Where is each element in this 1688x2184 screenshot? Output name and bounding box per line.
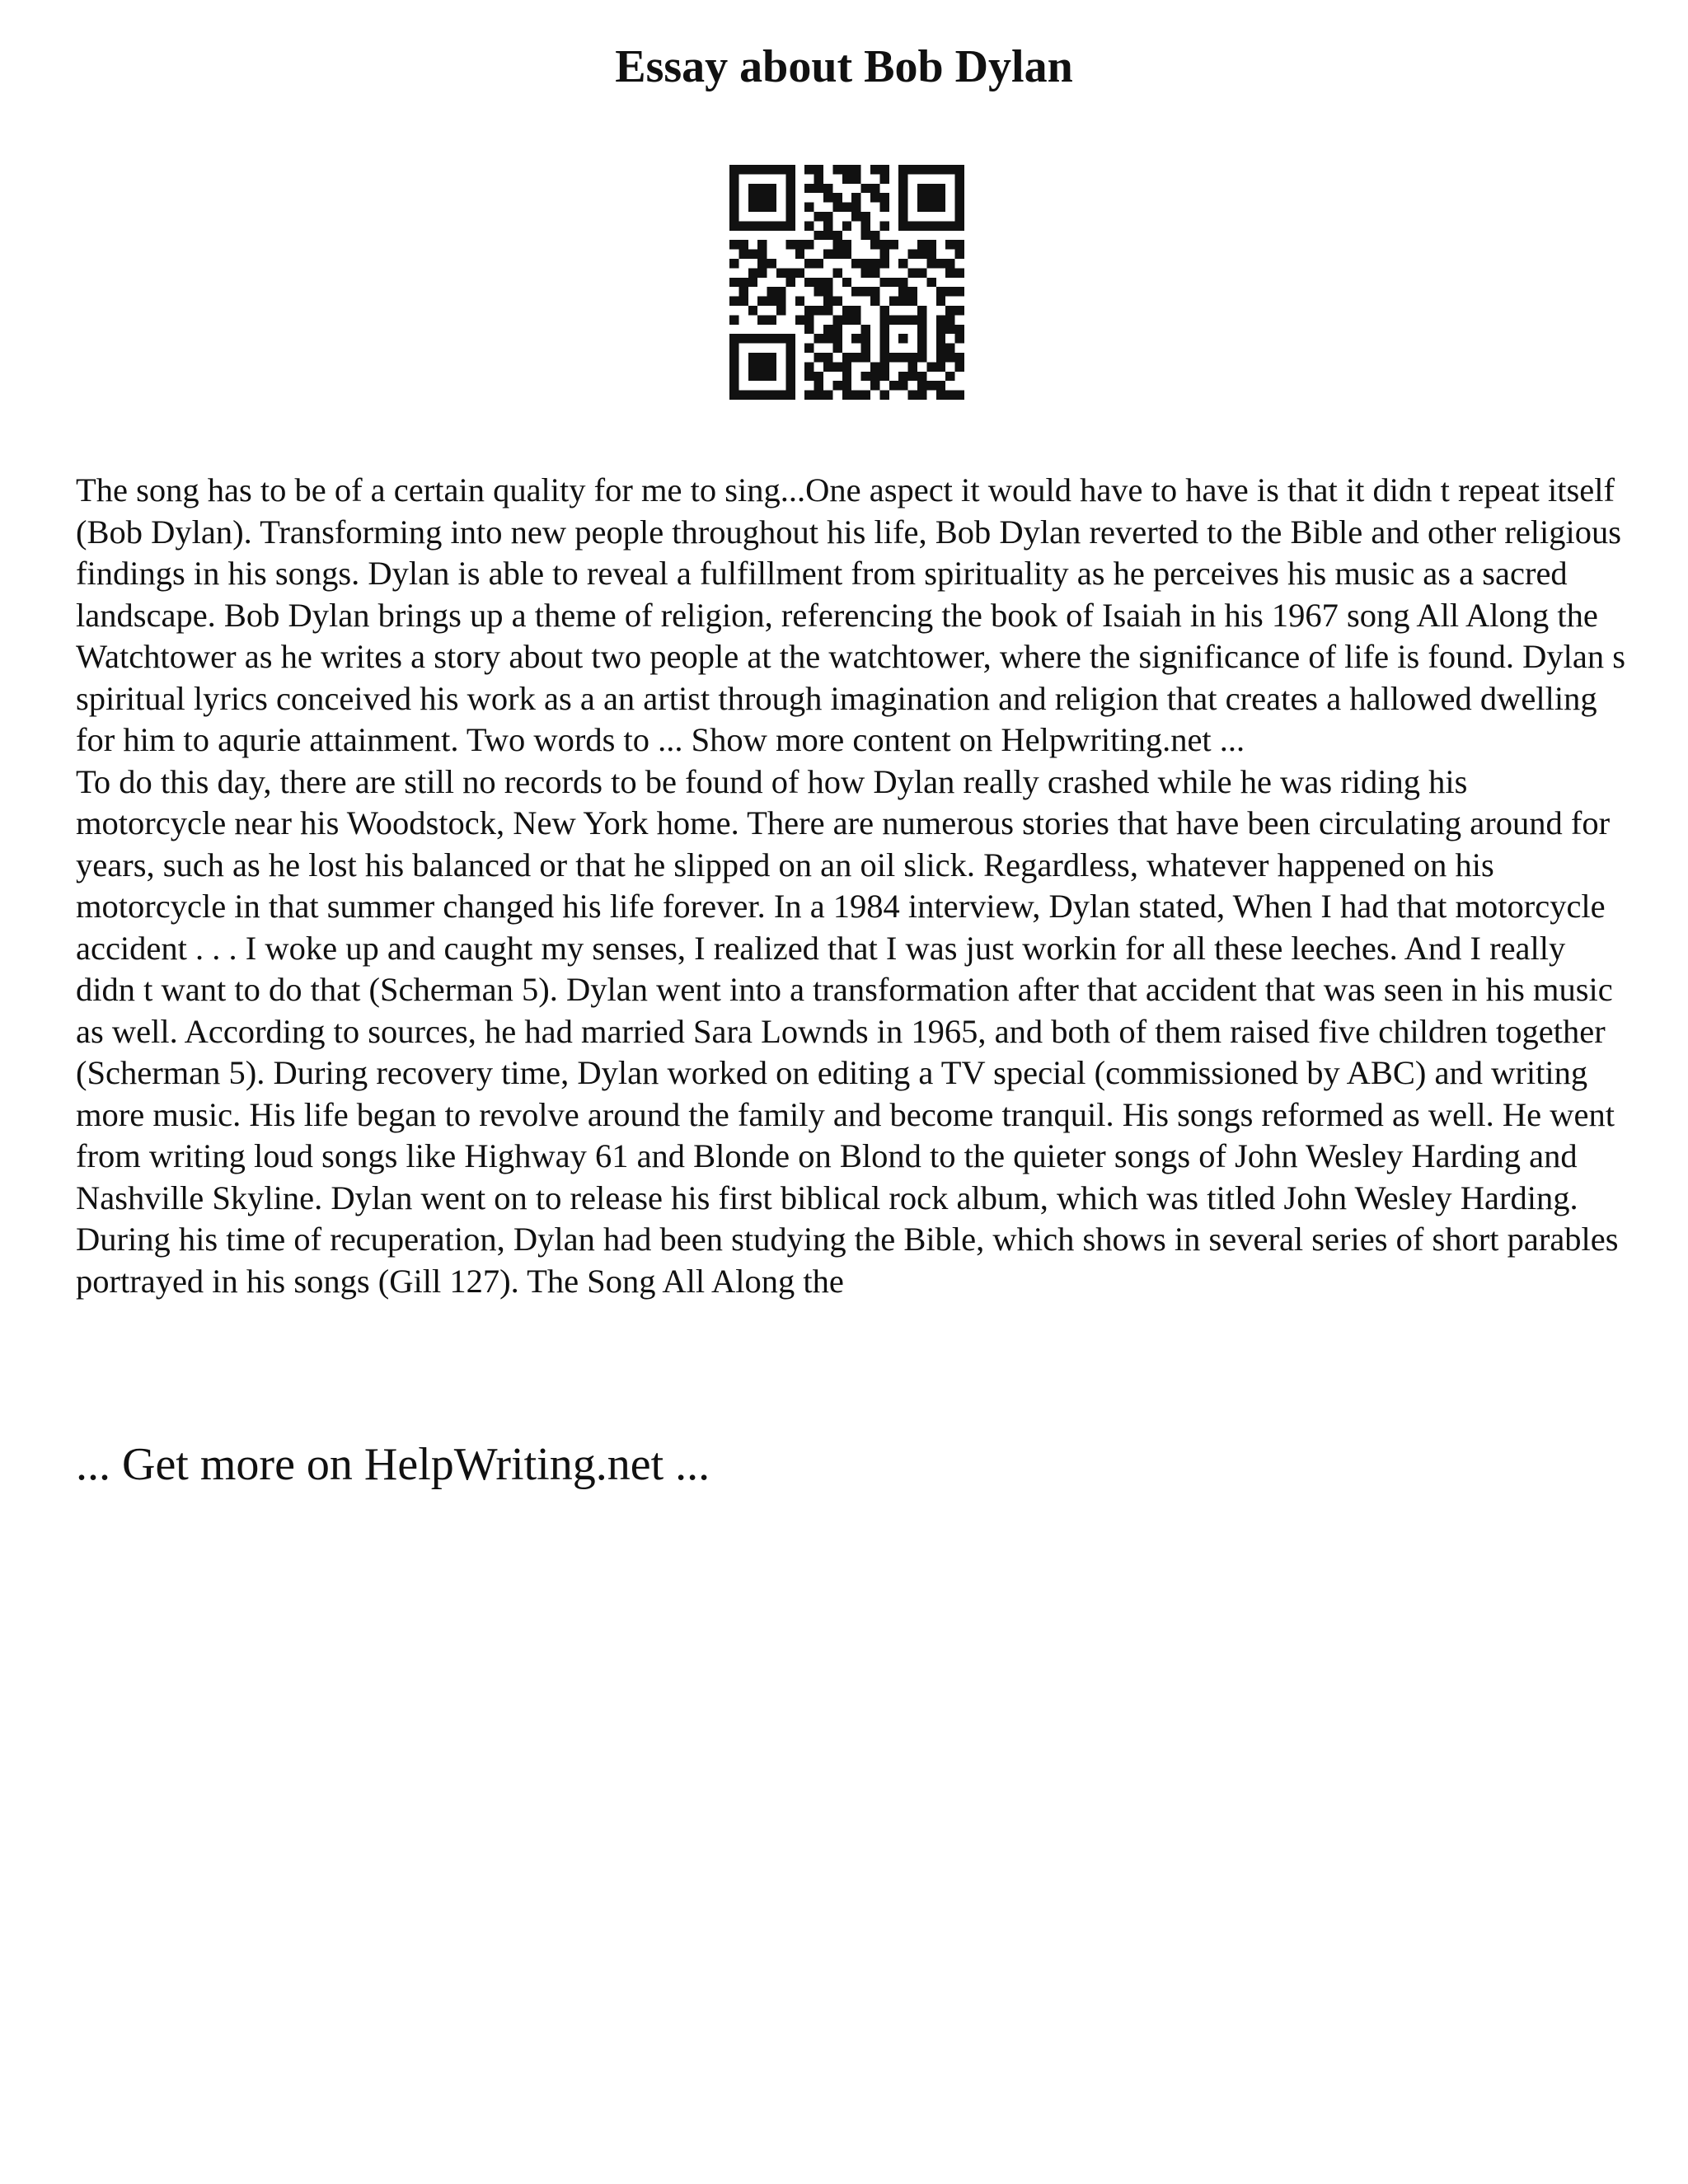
essay-paragraph-1: The song has to be of a certain quality for me to sing...One aspect it would have to have is that it didn t repeat itself (Bob Dylan). Transforming into new people throughout his life, Bob Dylan reverted to the Bible and other religious findings in his songs. Dylan is able to reveal a fulfillment from spirituality as he perceives his music as a sacred landscape. Bob Dylan brings up a theme of religion, referencing the book of Isaiah in his 1967 song All Along the Watchtower as he writes a story about two people at the watchtower, where the significance of life is found. Dylan s spiritual lyrics conceived his work as a an artist through imagination and religion that creates a hallowed dwelling for him to aqurie attainment. Two words to ... Show more content on Helpwriting.net ... [76, 471, 1626, 758]
essay-paragraph-2: To do this day, there are still no records to be found of how Dylan really crashed while he was riding his motorcycle near his Woodstock, New York home. There are numerous stories that have been circulating around for years, such as he lost his balanced or that he slipped on an oil slick. Regardless, whatever happened on his motorcycle in that summer changed his life forever. In a 1984 interview, Dylan stated, When I had that motorcycle accident . . . I woke up and caught my senses, I realized that I was just workin for all these leeches. And I really didn t want to do that (Scherman 5). Dylan went into a transformation after that accident that was seen in his music as well. According to sources, he had married Sara Lownds in 1965, and both of them raised five children together (Scherman 5). During recovery time, Dylan worked on editing a TV special (commissioned by ABC) and writing more music. His life began to revolve around the family and become tranquil. His songs reformed as well. He went from writing loud songs like Highway 61 and Blonde on Blond to the quieter songs of John Wesley Harding and Nashville Skyline. Dylan went on to release his first biblical rock album, which was titled John Wesley Harding. During his time of recuperation, Dylan had been studying the Bible, which shows in several series of short parables portrayed in his songs (Gill 127). The Song All Along the [76, 762, 1619, 1300]
qr-code-graphic [729, 165, 964, 400]
qr-code-icon[interactable] [729, 165, 964, 400]
document-title: Essay about Bob Dylan [615, 41, 1073, 92]
essay-body [76, 470, 1625, 1302]
get-more-link[interactable]: ... Get more on HelpWriting.net ... [76, 1439, 710, 1490]
